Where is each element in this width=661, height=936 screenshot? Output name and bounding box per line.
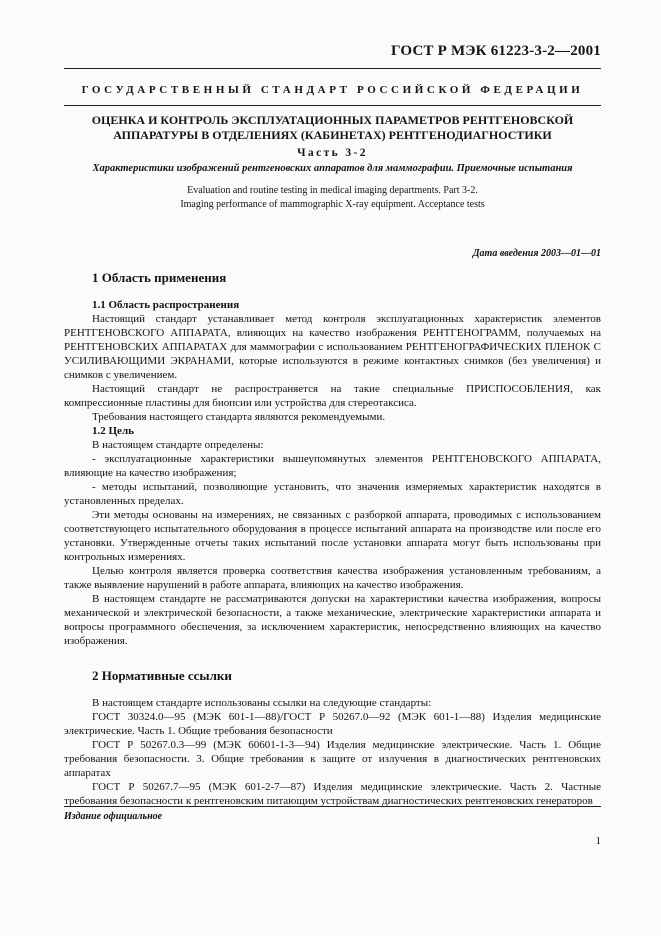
section-2-heading: 2 Нормативные ссылки xyxy=(92,668,232,683)
state-standard-title: ГОСУДАРСТВЕННЫЙ СТАНДАРТ РОССИЙСКОЙ ФЕДЕРАЦИИ xyxy=(81,84,584,96)
standard-id: ГОСТ Р МЭК 61223-3-2—2001 xyxy=(391,43,601,59)
paragraph: Настоящий стандарт не распространяется на такие специальные ПРИСПОСОБЛЕНИЯ, как компрессионные пластины для биопсии или устройства для стереотаксиса. xyxy=(64,383,601,409)
page-number: 1 xyxy=(595,835,601,847)
title-line-2: АППАРАТУРЫ В ОТДЕЛЕНИЯХ (КАБИНЕТАХ) РЕНТГЕНОДИАГНОСТИКИ xyxy=(113,128,552,142)
paragraph: Эти методы основаны на измерениях, не связанных с разборкой аппарата, проводимых с использованием соответствующего испытательного оборудования в процессе испытаний аппарата на производстве или после его установки. Утвержденные отчеты таких испытаний после установки аппарата могут быть использованы при контрольных измерениях. xyxy=(64,509,601,563)
title-line-1: ОЦЕНКА И КОНТРОЛЬ ЭКСПЛУАТАЦИОННЫХ ПАРАМЕТРОВ РЕНТГЕНОВСКОЙ xyxy=(91,113,574,127)
english-title xyxy=(64,184,601,212)
reference-item: ГОСТ Р 50267.0.3—99 (МЭК 60601-1-3—94) Изделия медицинские электрические. Часть 1. Общие требования безопасности. 3. Общие требования к защите от излучения в диагностических рентгеновских аппаратах xyxy=(64,739,601,779)
header-rule-bottom xyxy=(64,105,601,106)
reference-item: ГОСТ 30324.0—95 (МЭК 601-1—88)/ГОСТ Р 50267.0—92 (МЭК 601-1—88) Изделия медицинские электрические. Часть 1. Общие требования безопасности xyxy=(64,711,601,737)
list-item: - эксплуатационные характеристики вышеупомянутых элементов РЕНТГЕНОВСКОГО АППАРАТА, влияющие на качество изображения; xyxy=(64,453,601,479)
english-title-line-1: Evaluation and routine testing in medical imaging departments. Part 3-2. xyxy=(187,185,478,196)
part-label: Часть 3-2 xyxy=(297,147,368,159)
edition-note: Издание официальное xyxy=(64,811,163,822)
paragraph: В настоящем стандарте определены: xyxy=(92,439,264,451)
footer-rule xyxy=(64,806,601,807)
list-item: - методы испытаний, позволяющие установить, что значения измеряемых характеристик находятся в установленных пределах. xyxy=(64,481,601,507)
reference-item: ГОСТ Р 50267.7—95 (МЭК 601-2-7—87) Изделия медицинские электрические. Часть 2. Частные требования безопасности к рентгеновским питающим устройствам диагностических рентгеновских генераторов xyxy=(64,781,601,807)
introduction-date: Дата введения 2003—01—01 xyxy=(472,248,601,259)
subsection-1-1-heading: 1.1 Область распространения xyxy=(92,299,240,311)
paragraph: Требования настоящего стандарта являются рекомендуемыми. xyxy=(92,411,386,423)
paragraph: Целью контроля является проверка соответствия качества изображения установленным требованиям, а также выявление нарушений в работе аппарата, влияющих на качество изображения. xyxy=(64,565,601,591)
document-body xyxy=(64,270,601,808)
section-1-heading: 1 Область применения xyxy=(92,270,227,285)
english-title-line-2: Imaging performance of mammographic X-ray equipment. Acceptance tests xyxy=(180,199,485,210)
paragraph: Настоящий стандарт устанавливает метод контроля эксплуатационных характеристик элементов РЕНТГЕНОВСКОГО АППАРАТА, влияющих на качество изображения РЕНТГЕНОГРАММ, получаемых на РЕНТГЕНОВСКИХ АППАРАТАХ для маммографии с использованием РЕНТГЕНОГРАФИЧЕСКИХ ПЛЕНОК С УСИЛИВАЮЩИМИ ЭКРАНАМИ, которые используются в режиме контактных снимков (без увеличения) и снимков с увеличением. xyxy=(64,313,601,381)
header-rule-top xyxy=(64,68,601,69)
paragraph: В настоящем стандарте не рассматриваются допуски на характеристики качества изображения, вопросы механической и электрической безопасности, а также механические, электрические характеристики аппарата и вопросы программного обеспечения, за исключением характеристик, непосредственно влияющих на качество изображения. xyxy=(64,593,601,647)
subsection-1-2-heading: 1.2 Цель xyxy=(92,425,134,437)
paragraph: В настоящем стандарте использованы ссылки на следующие стандарты: xyxy=(92,697,432,709)
title-block xyxy=(64,113,601,212)
subtitle: Характеристики изображений рентгеновских аппаратов для маммографии. Приемочные испытания xyxy=(92,163,573,174)
